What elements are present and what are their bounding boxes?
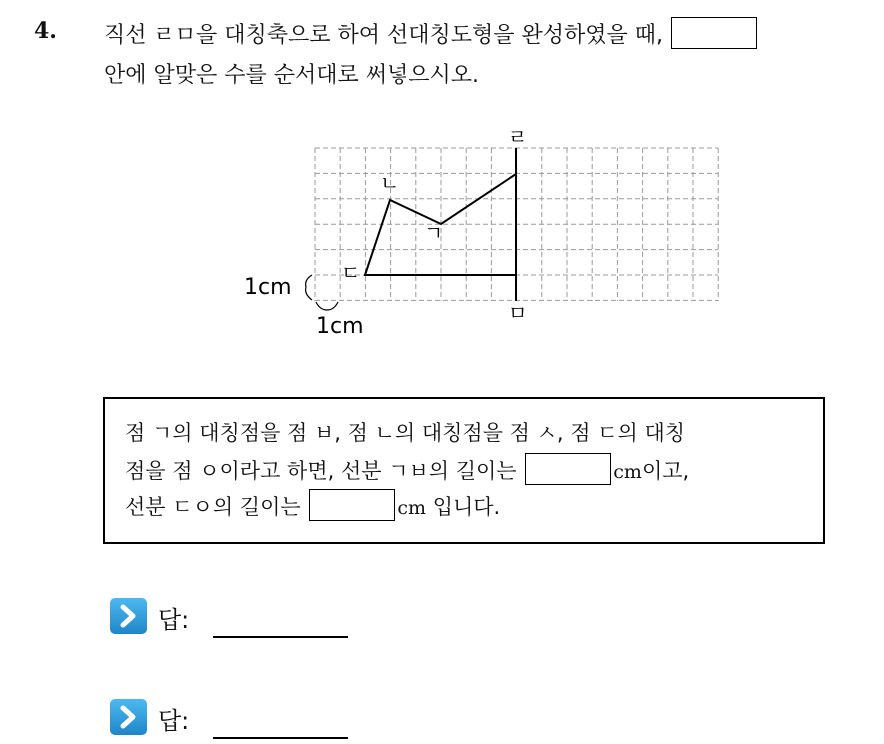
grid-paper xyxy=(315,148,718,301)
unit-cm-2: cm xyxy=(397,497,426,519)
chevron-right-icon xyxy=(110,598,147,634)
unit-label-vertical: 1cm xyxy=(244,275,292,300)
label-digeut: ㄷ xyxy=(341,261,361,285)
unit-label-horizontal: 1cm xyxy=(316,314,364,339)
info-box xyxy=(103,397,825,544)
info-line-1: 점 ㄱ의 대칭점을 점 ㅂ, 점 ㄴ의 대칭점을 점 ㅅ, 점 ㄷ의 대칭 xyxy=(125,421,686,445)
label-giyeok: ㄱ xyxy=(424,221,444,245)
info-line-2-end: 이고, xyxy=(641,459,690,483)
answer-blank-2[interactable] xyxy=(309,489,395,521)
label-mieum: ㅁ xyxy=(508,301,528,325)
question-text-1: 직선 ㄹㅁ을 대칭축으로 하여 선대칭도형을 완성하였을 때, xyxy=(104,23,664,48)
answer-label-2: 답: xyxy=(158,707,190,735)
info-line-2 xyxy=(125,455,689,488)
vertical-unit-brace xyxy=(306,275,312,300)
label-rieul: ㄹ xyxy=(508,125,528,149)
info-line-3-end: 입니다. xyxy=(432,495,501,519)
question-text-line-2: 안에 알맞은 수를 순서대로 써넣으시오. xyxy=(104,63,479,88)
unit-cm-1: cm xyxy=(613,461,642,483)
answer-label-1: 답: xyxy=(158,606,190,634)
question-text-line-1 xyxy=(104,18,757,52)
answer-line-1[interactable] xyxy=(213,636,348,638)
question-number: 4. xyxy=(34,18,57,44)
figure-outline xyxy=(365,174,516,275)
info-line-3-text: 선분 ㄷㅇ의 길이는 xyxy=(125,495,301,519)
answer-line-2[interactable] xyxy=(213,737,348,739)
question-example-blank xyxy=(671,17,757,49)
answer-blank-1[interactable] xyxy=(525,453,611,485)
info-line-2-text: 점을 점 ㅇ이라고 하면, 선분 ㄱㅂ의 길이는 xyxy=(125,459,517,483)
chevron-right-icon xyxy=(110,699,147,735)
info-line-3 xyxy=(125,491,500,524)
horizontal-unit-brace xyxy=(316,302,338,310)
label-nieun: ㄴ xyxy=(380,171,400,195)
